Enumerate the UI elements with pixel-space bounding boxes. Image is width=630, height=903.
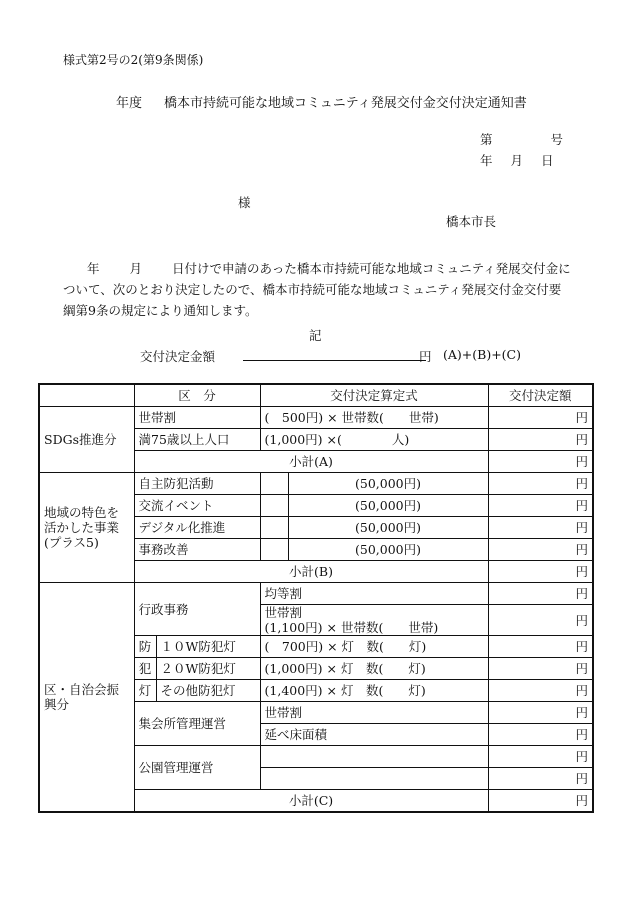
notice-body — [63, 258, 573, 321]
bohan-formula: (1,000円) × 灯 数( 灯) — [260, 658, 488, 680]
sdgs-item: 世帯割 — [134, 407, 260, 429]
table-row — [39, 583, 593, 605]
blank-cell — [260, 768, 488, 790]
section-sdgs-label: SDGs推進分 — [39, 407, 134, 473]
date-month: 月 — [510, 153, 524, 168]
amount-unit: 円 — [419, 349, 432, 364]
header-amount: 交付決定額 — [488, 384, 593, 407]
blank-cell — [260, 517, 288, 539]
bohan-char: 灯 — [134, 680, 156, 702]
yen-cell: 円 — [488, 658, 593, 680]
yen-cell: 円 — [488, 636, 593, 658]
doc-no-prefix: 第 — [480, 132, 493, 147]
header-blank — [39, 384, 134, 407]
body-year: 年 — [87, 261, 100, 276]
bohan-char: 防 — [134, 636, 156, 658]
title-year: 年度 — [116, 96, 143, 111]
plus5-formula: (50,000円) — [288, 473, 488, 495]
yen-cell: 円 — [488, 768, 593, 790]
koen-item: 公園管理運営 — [134, 746, 260, 790]
sender: 橋本市長 — [446, 214, 497, 229]
date-year: 年 — [480, 153, 493, 168]
shukai-floor-area: 延べ床面積 — [260, 724, 488, 746]
yen-cell: 円 — [488, 724, 593, 746]
gyosei-household-formula: (1,100円) × 世帯数( 世帯) — [264, 620, 439, 635]
plus5-item: 自主防犯活動 — [134, 473, 260, 495]
yen-cell: 円 — [488, 473, 593, 495]
yen-cell: 円 — [488, 583, 593, 605]
gyosei-item: 行政事務 — [134, 583, 260, 636]
body-text: 日付けで申請のあった橋本市持続可能な地域コミュニティ発展交付金について、次のとおり決定したので、橋本市持続可能な地域コミュニティ発展交付金交付要綱第9条の規定により通知します。 — [63, 261, 571, 318]
yen-cell: 円 — [488, 605, 593, 636]
plus5-item: デジタル化推進 — [134, 517, 260, 539]
plus5-formula: (50,000円) — [288, 495, 488, 517]
grant-table — [38, 383, 594, 813]
amount-formula: (A)+(B)+(C) — [443, 347, 521, 362]
yen-cell: 円 — [488, 539, 593, 561]
bohan-item: その他防犯灯 — [156, 680, 260, 702]
yen-cell: 円 — [488, 680, 593, 702]
table-header-row — [39, 384, 593, 407]
document-title — [116, 92, 527, 111]
sdgs-formula: ( 500円) × 世帯数( 世帯) — [260, 407, 488, 429]
date-day: 日 — [541, 153, 554, 168]
addressee: 様 — [238, 195, 251, 210]
gyosei-equal-share: 均等割 — [260, 583, 488, 605]
bohan-item: ２０W防犯灯 — [156, 658, 260, 680]
body-month: 月 — [129, 261, 143, 276]
section-plus5-label: 地域の特色を活かした事業(プラス5) — [39, 473, 134, 583]
doc-no-suffix: 号 — [550, 132, 564, 147]
amount-label: 交付決定金額 — [140, 349, 216, 364]
plus5-item: 事務改善 — [134, 539, 260, 561]
document-number — [480, 130, 563, 148]
form-number: 様式第2号の2(第9条関係) — [63, 53, 204, 67]
shukai-item: 集会所管理運営 — [134, 702, 260, 746]
amount-underline — [243, 360, 426, 361]
yen-cell: 円 — [488, 746, 593, 768]
blank-cell — [260, 539, 288, 561]
section-district-label: 区・自治会振興分 — [39, 583, 134, 813]
yen-cell: 円 — [488, 561, 593, 583]
bohan-formula: ( 700円) × 灯 数( 灯) — [260, 636, 488, 658]
gyosei-household-label: 世帯割 — [264, 605, 303, 620]
blank-cell — [260, 495, 288, 517]
plus5-formula: (50,000円) — [288, 517, 488, 539]
yen-cell: 円 — [488, 407, 593, 429]
blank-cell — [260, 746, 488, 768]
yen-cell: 円 — [488, 429, 593, 451]
shukai-household: 世帯割 — [260, 702, 488, 724]
bohan-char: 犯 — [134, 658, 156, 680]
yen-cell: 円 — [488, 790, 593, 813]
plus5-formula: (50,000円) — [288, 539, 488, 561]
plus5-item: 交流イベント — [134, 495, 260, 517]
table-row — [39, 473, 593, 495]
table-row — [39, 407, 593, 429]
yen-cell: 円 — [488, 451, 593, 473]
blank-cell — [260, 473, 288, 495]
subtotal-a: 小計(A) — [134, 451, 488, 473]
subtotal-c: 小計(C) — [134, 790, 488, 813]
header-formula: 交付決定算定式 — [260, 384, 488, 407]
ki-mark: 記 — [309, 328, 322, 343]
yen-cell: 円 — [488, 517, 593, 539]
yen-cell: 円 — [488, 702, 593, 724]
subtotal-b: 小計(B) — [134, 561, 488, 583]
title-text: 橋本市持続可能な地域コミュニティ発展交付金交付決定通知書 — [164, 96, 527, 111]
gyosei-household-share — [260, 605, 488, 636]
sdgs-item: 満75歳以上人口 — [134, 429, 260, 451]
sdgs-formula: (1,000円) ×( 人) — [260, 429, 488, 451]
header-category: 区 分 — [134, 384, 260, 407]
yen-cell: 円 — [488, 495, 593, 517]
document-date — [480, 151, 554, 169]
bohan-item: １０W防犯灯 — [156, 636, 260, 658]
bohan-formula: (1,400円) × 灯 数( 灯) — [260, 680, 488, 702]
